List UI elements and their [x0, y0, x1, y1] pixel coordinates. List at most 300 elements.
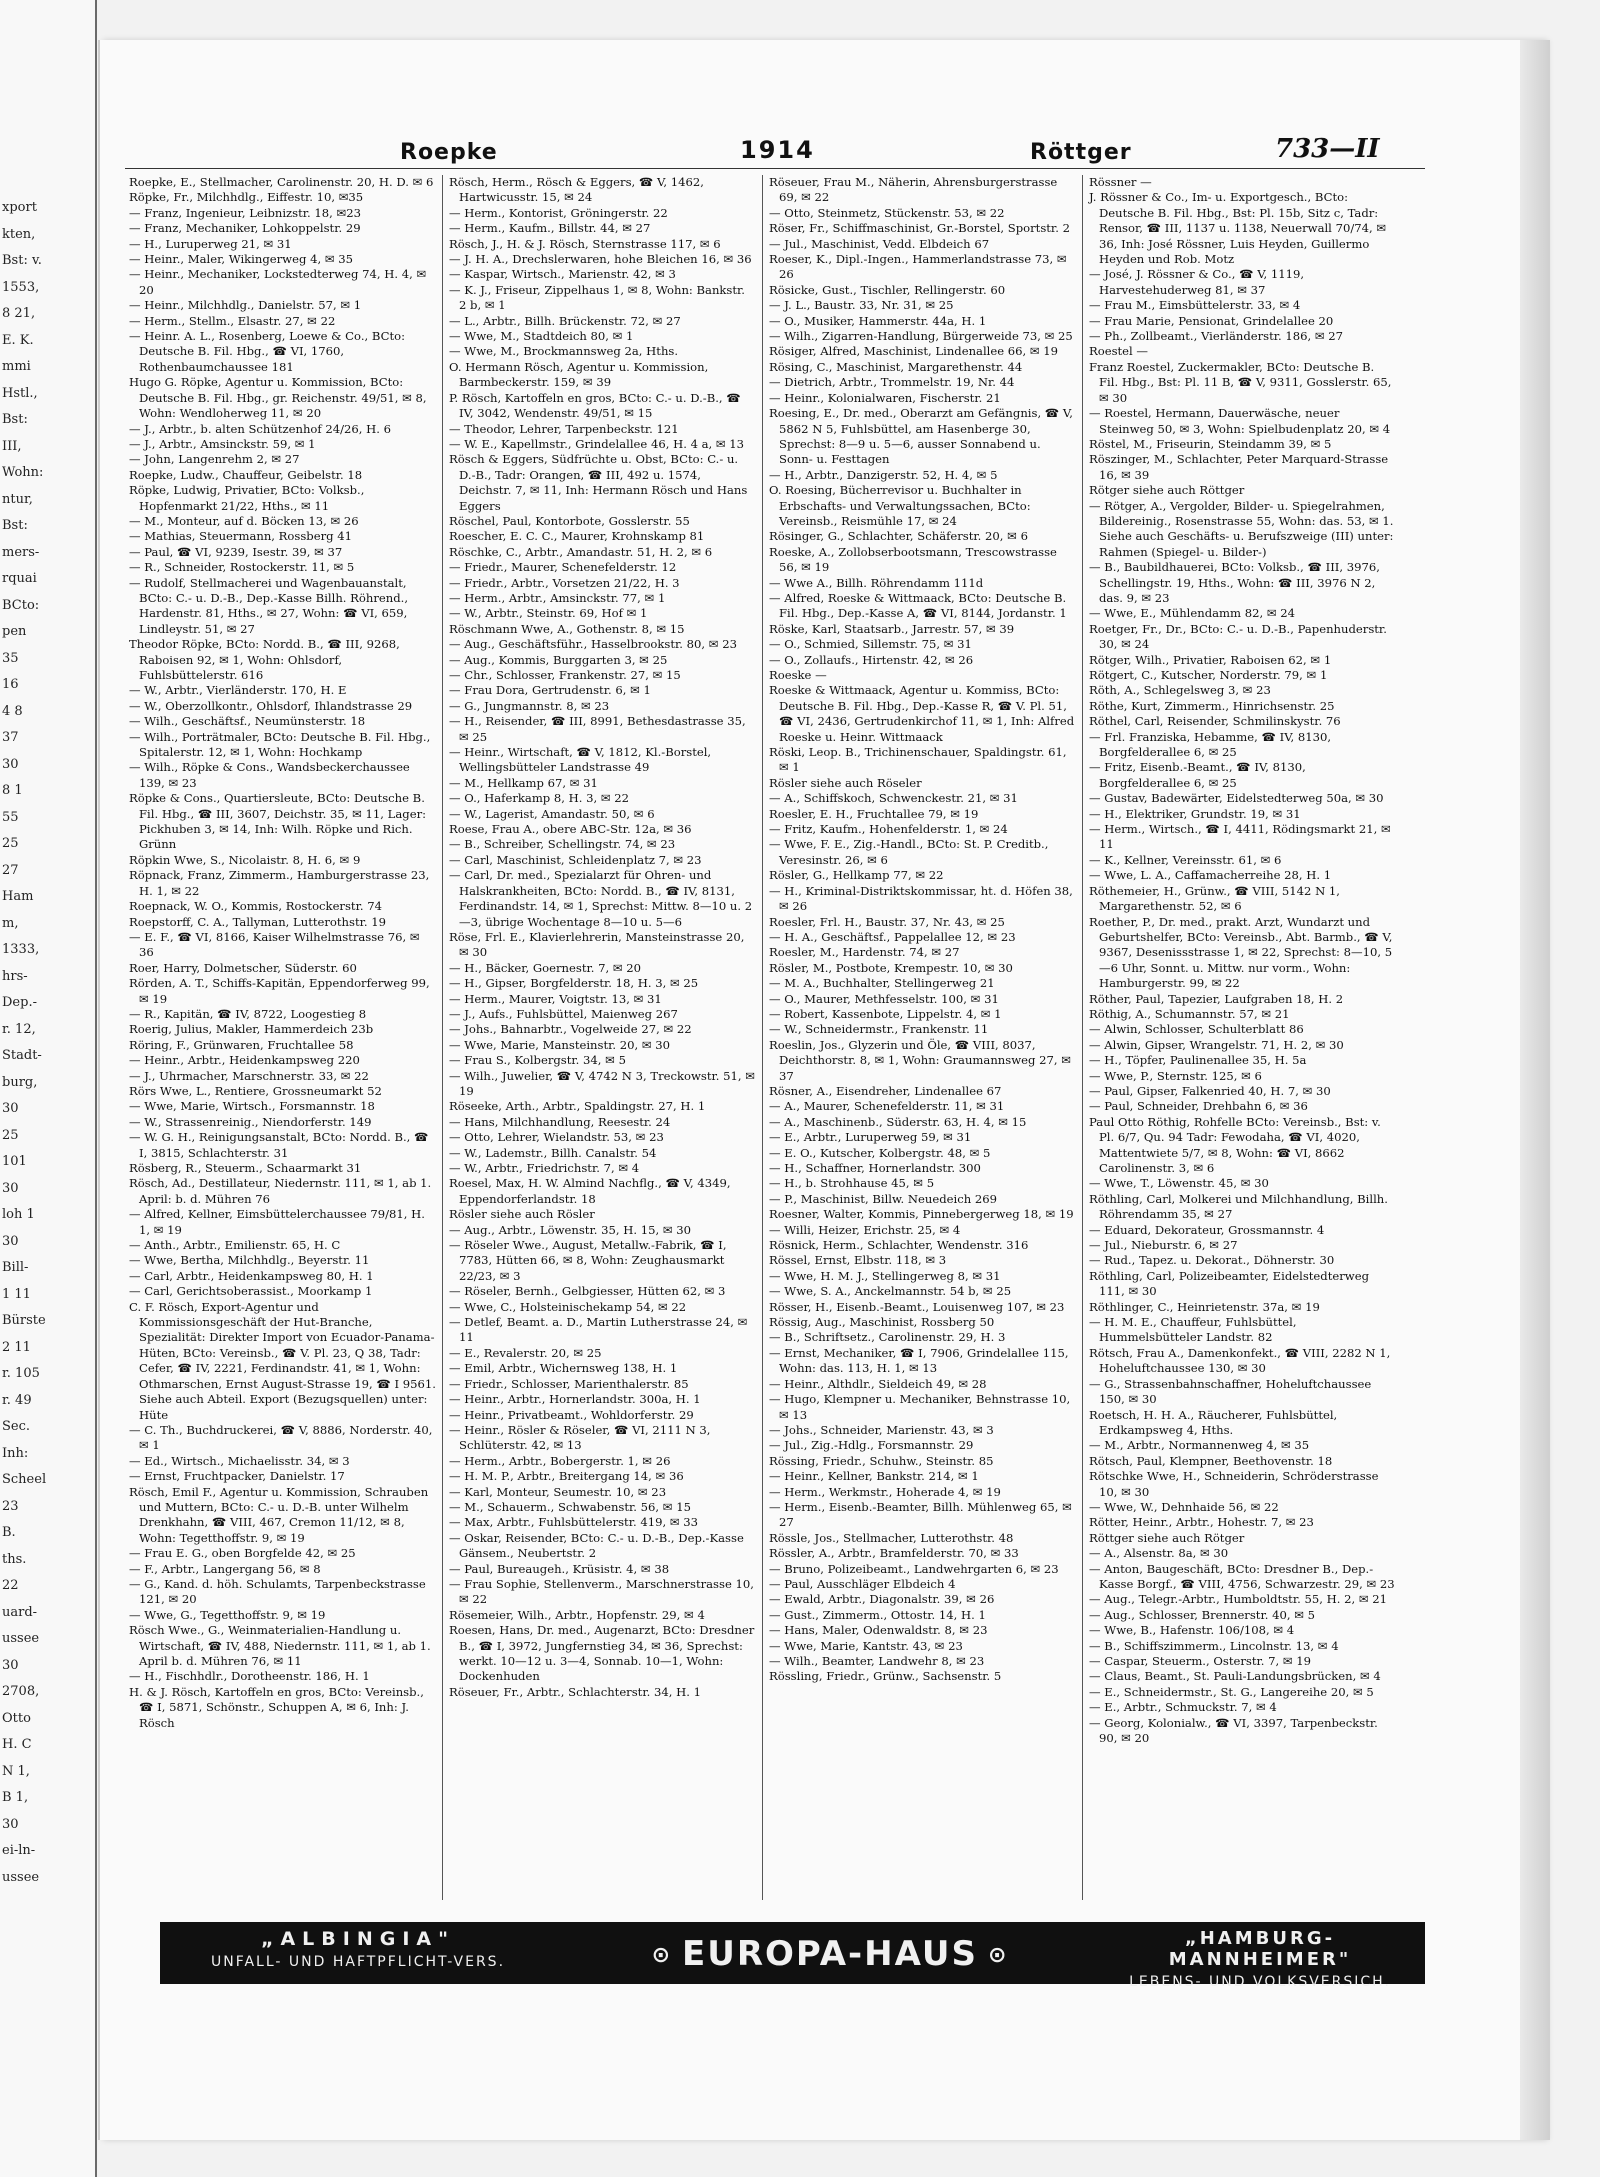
margin-fragment: Bst: — [2, 518, 28, 533]
directory-entry: — H. A., Geschäftsf., Pappelallee 12, ✉ 23 — [769, 929, 1016, 944]
directory-entry: — Gustav, Badewärter, Eidelstedterweg 50a, ✉ 30 — [1089, 791, 1384, 806]
directory-entry: Rötsch, Frau A., Damenkonfekt., ☎ VIII, 2282 N 1, Hoheluftchaussee 130, ✉ 30 — [1089, 1345, 1391, 1376]
directory-entry: Röthel, Carl, Reisender, Schmilinskystr. 76 — [1089, 714, 1341, 729]
directory-entry: — Heinr., Arbtr., Hornerlandstr. 300a, H. 1 — [449, 1392, 701, 1407]
directory-entry: Roesler, E. H., Fruchtallee 79, ✉ 19 — [769, 806, 979, 821]
margin-fragment: Bill- — [2, 1260, 29, 1275]
page-number: 733—II — [1275, 134, 1380, 164]
directory-entry: — M., Arbtr., Normannenweg 4, ✉ 35 — [1089, 1438, 1310, 1453]
directory-entry: — Dietrich, Arbtr., Trommelstr. 19, Nr. 44 — [769, 375, 1015, 390]
directory-entry: — Ph., Zollbeamt., Vierländerstr. 186, ✉ 27 — [1089, 329, 1344, 344]
directory-entry: Röpke, Ludwig, Privatier, BCto: Volksb., Hopfenmarkt 21/22, Hths., ✉ 11 — [129, 483, 365, 513]
directory-entry: Rösemeier, Wilh., Arbtr., Hopfenstr. 29, ✉ 4 — [449, 1607, 705, 1622]
margin-fragment: r. 12, — [2, 1021, 36, 1037]
directory-entry: Roese, Frau A., obere ABC-Str. 12a, ✉ 36 — [449, 822, 692, 837]
directory-entry: — Herm., Stellm., Elsastr. 27, ✉ 22 — [129, 313, 336, 328]
directory-entry: — R., Schneider, Rostockerstr. 11, ✉ 5 — [129, 560, 355, 575]
directory-entry: — W., Arbtr., Friedrichstr. 7, ✉ 4 — [449, 1161, 640, 1175]
directory-entry: — Fritz, Eisenb.-Beamt., ☎ IV, 8130, Borgfelderallee 6, ✉ 25 — [1089, 760, 1306, 790]
directory-entry: Roetsch, H. H. A., Räucherer, Fuhlsbüttel, Erdkampsweg 4, Hths. — [1089, 1407, 1338, 1437]
directory-entry: Roepstorff, C. A., Tallyman, Lutterothstr. 19 — [129, 914, 387, 929]
column-1 — [123, 175, 443, 1900]
margin-fragment: Sec. — [2, 1419, 31, 1434]
directory-entry: Röschke, C., Arbtr., Amandastr. 51, H. 2, ✉ 6 — [449, 544, 713, 559]
directory-entry: Rössling, Friedr., Grünw., Sachsenstr. 5 — [769, 1669, 1002, 1684]
header-left-word: Roepke — [400, 140, 498, 165]
margin-fragment: 30 — [2, 1816, 19, 1832]
directory-entry: — E., Arbtr., Luruperweg 59, ✉ 31 — [769, 1130, 972, 1145]
directory-entry: — Wilh., Geschäftsf., Neumünsterstr. 18 — [129, 714, 366, 729]
directory-entry: Rösler siehe auch Röseler — [769, 775, 922, 790]
directory-entry: Roerig, Julius, Makler, Hammerdeich 23b — [129, 1022, 374, 1037]
directory-entry: Rösler siehe auch Rösler — [449, 1207, 595, 1222]
directory-entry: — Rudolf, Stellmacherei und Wagenbauanstalt, BCto: C.- u. D.-B., Dep.-Kasse Billh. Röhrend., Hardenstr. 81, Hths., ✉ 27, Wohn: ☎ VI, 659, Lindleystr. 51, ✉ 27 — [129, 575, 408, 636]
directory-entry: Röski, Leop. B., Trichinenschauer, Spaldingstr. 61, ✉ 1 — [769, 745, 1067, 775]
directory-entry: P. Rösch, Kartoffeln en gros, BCto: C.- u. D.-B., ☎ IV, 3042, Wendenstr. 49/51, ✉ 15 — [449, 390, 741, 421]
directory-entry: Röpke, Fr., Milchhdlg., Eiffestr. 10, ✉35 — [129, 190, 364, 205]
margin-fragment: 101 — [2, 1154, 27, 1169]
directory-entry: — Herm., Wirtsch., ☎ I, 4411, Rödingsmarkt 21, ✉ 11 — [1089, 822, 1391, 852]
directory-entry: — Wwe, S. A., Anckelmannstr. 54 b, ✉ 25 — [769, 1284, 1012, 1299]
europa-haus-ad — [580, 1934, 1080, 1974]
directory-entry: Roeslin, Jos., Glyzerin und Öle, ☎ VIII, 8037, Deichthorstr. 8, ✉ 1, Wohn: Graumannsweg 27, ✉ 37 — [769, 1037, 1071, 1083]
directory-entry: — E., Arbtr., Schmuckstr. 7, ✉ 4 — [1089, 1700, 1277, 1715]
margin-fragment: Scheel — [2, 1472, 47, 1487]
page-header — [150, 128, 1545, 168]
header-year: 1914 — [740, 136, 815, 164]
directory-entry: — Ewald, Arbtr., Diagonalstr. 39, ✉ 26 — [769, 1592, 995, 1607]
directory-entry: — E., Schneidermstr., St. G., Langereihe 20, ✉ 5 — [1089, 1684, 1374, 1699]
directory-entry: — Robert, Kassenbote, Lippelstr. 4, ✉ 1 — [769, 1006, 1002, 1021]
directory-entry: — E., Revalerstr. 20, ✉ 25 — [449, 1345, 602, 1360]
directory-entry: — Herm., Eisenb.-Beamter, Billh. Mühlenweg 65, ✉ 27 — [769, 1499, 1072, 1530]
directory-entry: Roepnack, W. O., Kommis, Rostockerstr. 74 — [129, 899, 382, 914]
directory-entry: Roeske — — [769, 668, 827, 682]
albingia-subtitle: UNFALL- UND HAFTPFLICHT-VERS. — [210, 1954, 506, 1970]
directory-entry: Rösch Wwe., G., Weinmaterialien-Handlung u. Wirtschaft, ☎ IV, 488, Niedernstr. 111, ✉ 1, ab 1. April b. d. Mühren 76, ✉ 11 — [129, 1623, 431, 1668]
directory-entry: — Heinr., Mechaniker, Lockstedterweg 74, H. 4, ✉ 20 — [129, 267, 427, 297]
directory-entry: — G., Kand. d. höh. Schulamts, Tarpenbeckstrasse 121, ✉ 20 — [129, 1576, 426, 1607]
directory-entry: — W., Arbtr., Steinstr. 69, Hof ✉ 1 — [449, 606, 648, 621]
margin-fragment: 30 — [2, 1180, 19, 1196]
directory-entry: Roeske, A., Zollobserbootsmann, Trescowstrasse 56, ✉ 19 — [769, 544, 1057, 575]
directory-entry: — Wwe, Bertha, Milchhdlg., Beyerstr. 11 — [129, 1253, 370, 1268]
margin-fragment: Dep.- — [2, 995, 37, 1010]
directory-entry: Rösch, Ad., Destillateur, Niedernstr. 111, ✉ 1, ab 1. April: b. d. Mühren 76 — [129, 1176, 432, 1206]
directory-entry: — Wwe, L. A., Caffamacherreihe 28, H. 1 — [1089, 868, 1332, 883]
directory-entry: Franz Roestel, Zuckermakler, BCto: Deutsche B. Fil. Hbg., Bst: Pl. 11 B, ☎ V, 9311, Gosslerstr. 65, ✉ 30 — [1089, 359, 1392, 405]
directory-entry: — Carl, Dr. med., Spezialarzt für Ohren- und Halskrankheiten, BCto: Nordd. B., ☎ IV, 8131, Ferdinandstr. 14, ✉ 1, Sprechst: Mittw. 8—10 u. 2—3, übrige Wochentage 8—10 u. 5—6 — [449, 868, 753, 929]
directory-entry: — John, Langenrehm 2, ✉ 27 — [129, 452, 300, 467]
directory-entry: Rösser, H., Eisenb.-Beamt., Louisenweg 107, ✉ 23 — [769, 1299, 1065, 1314]
directory-entry: — H., Töpfer, Paulinenallee 35, H. 5a — [1089, 1053, 1307, 1068]
margin-fragment: Bst: v. — [2, 253, 42, 268]
margin-fragment: ussee — [2, 1869, 40, 1885]
directory-entry: — Aug., Kommis, Burggarten 3, ✉ 25 — [449, 652, 668, 667]
directory-entry: — Max, Arbtr., Fuhlsbüttelerstr. 419, ✉ 33 — [449, 1515, 699, 1530]
directory-entry: — Wwe, C., Holsteinischekamp 54, ✉ 22 — [449, 1299, 687, 1314]
margin-fragment: 1 11 — [2, 1286, 31, 1302]
directory-entry: Röthling, Carl, Polizeibeamter, Eidelstedterweg 111, ✉ 30 — [1089, 1268, 1369, 1299]
directory-entry: Rössel, Ernst, Elbstr. 118, ✉ 3 — [769, 1253, 947, 1268]
hamburg-mannheimer-ad — [1100, 1928, 1420, 1990]
margin-fragment: 2 11 — [2, 1339, 31, 1355]
directory-entry: — Rötger, A., Vergolder, Bilder- u. Spiegelrahmen, Bildereinig., Rosenstrasse 55, Wohn: das. 53, ✉ 1. Siehe auch Geschäfts- u. Berufszweige (III) unter: Rahmen (Spiegel- u. Bilder-) — [1089, 498, 1394, 559]
directory-entry: — Hugo, Klempner u. Mechaniker, Behnstrasse 10, ✉ 13 — [769, 1392, 1071, 1422]
directory-entry: — O., Maurer, Methfesselstr. 100, ✉ 31 — [769, 991, 999, 1006]
directory-entry: Rötschke Wwe, H., Schneiderin, Schröderstrasse 10, ✉ 30 — [1089, 1469, 1379, 1499]
directory-entry: Röseuer, Fr., Arbtr., Schlachterstr. 34, H. 1 — [449, 1684, 701, 1699]
directory-columns — [123, 175, 1420, 1900]
directory-entry: — O., Haferkamp 8, H. 3, ✉ 22 — [449, 791, 630, 806]
directory-entry: — Johs., Bahnarbtr., Vogelweide 27, ✉ 22 — [449, 1022, 692, 1037]
margin-fragment: ntur, — [2, 491, 33, 507]
directory-entry: — E. F., ☎ VI, 8166, Kaiser Wilhelmstrasse 76, ✉ 36 — [129, 929, 420, 960]
directory-entry: Röseuer, Frau M., Näherin, Ahrensburgerstrasse 69, ✉ 22 — [769, 175, 1058, 205]
directory-entry: Rössner — — [1089, 175, 1152, 189]
directory-entry: — Mathias, Steuermann, Rossberg 41 — [129, 529, 352, 544]
directory-entry: — Wwe, P., Sternstr. 125, ✉ 6 — [1089, 1068, 1262, 1083]
margin-fragment: ei-ln- — [2, 1843, 36, 1858]
directory-entry: Roeser, K., Dipl.-Ingen., Hammerlandstrasse 73, ✉ 26 — [769, 252, 1067, 282]
directory-entry: Rösch, J., H. & J. Rösch, Sternstrasse 117, ✉ 6 — [449, 236, 721, 251]
margin-fragment: BCto: — [2, 597, 40, 613]
margin-fragment: 8 21, — [2, 306, 36, 321]
directory-entry: Röthlinger, C., Heinrietenstr. 37a, ✉ 19 — [1089, 1299, 1320, 1314]
directory-entry: Rösnick, Herm., Schlachter, Wendenstr. 316 — [769, 1238, 1029, 1253]
directory-entry: — H., Schaffner, Hornerlandstr. 300 — [769, 1161, 981, 1175]
directory-entry: Röstel, M., Friseurin, Steindamm 39, ✉ 5 — [1089, 436, 1332, 451]
directory-entry: — Röseler Wwe., August, Metallw.-Fabrik, ☎ I, 7783, Hütten 66, ✉ 8, Wohn: Zeughausmarkt 22/23, ✉ 3 — [449, 1238, 727, 1283]
directory-entry: — Heinr., Milchhdlg., Danielstr. 57, ✉ 1 — [129, 298, 362, 313]
directory-entry: Rörden, A. T., Schiffs-Kapitän, Eppendorferweg 99, ✉ 19 — [129, 976, 430, 1006]
directory-entry: Hugo G. Röpke, Agentur u. Kommission, BCto: Deutsche B. Fil. Hbg., gr. Reichenstr. 49/51, ✉ 8, Wohn: Wendloherweg 11, ✉ 20 — [129, 375, 427, 421]
margin-fragment: m, — [2, 915, 19, 931]
margin-fragment: loh 1 — [2, 1207, 35, 1222]
directory-entry: — Röseler, Bernh., Gelbgiesser, Hütten 62, ✉ 3 — [449, 1284, 726, 1299]
directory-entry: — W., Schneidermstr., Frankenstr. 11 — [769, 1022, 989, 1037]
directory-entry: Rössler, A., Arbtr., Bramfelderstr. 70, ✉ 33 — [769, 1546, 1019, 1561]
directory-entry: — Carl, Arbtr., Heidenkampsweg 80, H. 1 — [129, 1268, 374, 1283]
margin-fragment: 25 — [2, 836, 19, 851]
column-2 — [443, 175, 763, 1900]
directory-entry: — Herm., Werkmstr., Hoherade 4, ✉ 19 — [769, 1484, 1001, 1499]
margin-fragment: 30 — [2, 1101, 19, 1116]
directory-entry: — B., Schiffszimmerm., Lincolnstr. 13, ✉ 4 — [1089, 1638, 1339, 1653]
margin-fragment: N 1, — [2, 1763, 30, 1779]
directory-entry: — H., b. Strohhause 45, ✉ 5 — [769, 1176, 935, 1191]
directory-entry: — Herm., Arbtr., Bobergerstr. 1, ✉ 26 — [449, 1453, 671, 1468]
directory-entry: — Chr., Schlosser, Frankenstr. 27, ✉ 15 — [449, 668, 681, 682]
margin-fragment: III, — [2, 438, 22, 454]
margin-fragment: Bürste — [2, 1313, 46, 1328]
directory-entry: Roether, P., Dr. med., prakt. Arzt, Wundarzt und Geburtshelfer, BCto: Vereinsb., Abt. Barmb., ☎ V, 9367, Desenissstrasse 1, ✉ 22, Sprechst: 8—10, 5—6 Uhr, Sonnt. u. Mittw. nur vorm., Wohn: Hamburgerstr. 99, ✉ 22 — [1089, 914, 1393, 991]
directory-entry: Röthe, Kurt, Zimmerm., Hinrichsenstr. 25 — [1089, 698, 1335, 713]
directory-entry: — Herm., Kaufm., Billstr. 44, ✉ 27 — [449, 221, 651, 236]
directory-entry: — W., Strassenreinig., Niendorferstr. 149 — [129, 1114, 372, 1129]
directory-entry: — Carl, Maschinist, Schleidenplatz 7, ✉ 23 — [449, 852, 702, 867]
directory-entry: — Gust., Zimmerm., Ottostr. 14, H. 1 — [769, 1607, 986, 1622]
directory-entry: — Heinr., Privatbeamt., Wohldorferstr. 29 — [449, 1407, 694, 1422]
margin-fragment: hrs- — [2, 968, 28, 984]
directory-entry: Roesel, Max, H. W. Almind Nachflg., ☎ V, 4349, Eppendorferlandstr. 18 — [449, 1176, 731, 1206]
directory-entry: — Alwin, Gipser, Wrangelstr. 71, H. 2, ✉ 30 — [1089, 1037, 1344, 1052]
directory-entry: — B., Schreiber, Schellingstr. 74, ✉ 23 — [449, 837, 676, 852]
margin-fragment: pen — [2, 624, 27, 639]
directory-entry: — Frau S., Kolbergstr. 34, ✉ 5 — [449, 1053, 626, 1068]
albingia-title: „ALBINGIA" — [260, 1928, 456, 1950]
directory-entry: — Heinr. A. L., Rosenberg, Loewe & Co., BCto: Deutsche B. Fil. Hbg., ☎ VI, 1760, Rothenbaumchaussee 181 — [129, 329, 406, 374]
directory-entry: Roepke, Ludw., Chauffeur, Geibelstr. 18 — [129, 467, 363, 482]
margin-fragment: 27 — [2, 862, 19, 878]
directory-entry: — A., Alsenstr. 8a, ✉ 30 — [1089, 1546, 1229, 1561]
directory-entry: — W., Lademstr., Billh. Canalstr. 54 — [449, 1145, 657, 1160]
facing-page-fragment — [0, 0, 97, 2177]
margin-fragment: uard- — [2, 1604, 38, 1620]
margin-fragment: 37 — [2, 730, 19, 745]
page-gutter — [1520, 40, 1550, 2140]
directory-entry: — Heinr., Wirtschaft, ☎ V, 1812, Kl.-Borstel, Wellingsbütteler Landstrasse 49 — [449, 745, 712, 775]
margin-fragment: xport — [2, 200, 37, 215]
directory-entry: Rötger siehe auch Röttger — [1089, 483, 1245, 498]
margin-fragment: B. — [2, 1525, 16, 1540]
directory-entry: Röpke & Cons., Quartiersleute, BCto: Deutsche B. Fil. Hbg., ☎ III, 3607, Deichstr. 35, ✉ 11, Lager: Pickhuben 3, ✉ 14, Inh: Wilh. Röpke und Rich. Grünn — [129, 791, 427, 852]
directory-entry: — Fritz, Kaufm., Hohenfelderstr. 1, ✉ 24 — [769, 822, 1008, 837]
directory-entry: — Willi, Heizer, Erichstr. 25, ✉ 4 — [769, 1222, 961, 1237]
margin-fragment: r. 49 — [2, 1392, 32, 1408]
directory-entry: Roesner, Walter, Kommis, Pinnebergerweg 18, ✉ 19 — [769, 1207, 1074, 1222]
directory-entry: — Frl. Franziska, Hebamme, ☎ IV, 8130, Borgfelderallee 6, ✉ 25 — [1089, 729, 1332, 760]
directory-entry: Rössle, Jos., Stellmacher, Lutterothstr. 48 — [769, 1530, 1014, 1545]
directory-entry: — Aug., Telegr.-Arbtr., Humboldtstr. 55, H. 2, ✉ 21 — [1089, 1592, 1387, 1607]
directory-entry: — O., Musiker, Hammerstr. 44a, H. 1 — [769, 313, 987, 328]
directory-entry: — Oskar, Reisender, BCto: C.- u. D.-B., Dep.-Kasse Gänsem., Neubertstr. 2 — [449, 1530, 744, 1561]
directory-entry: — Wilh., Juwelier, ☎ V, 4742 N 3, Treckowstr. 51, ✉ 19 — [449, 1068, 755, 1098]
directory-entry: — Franz, Mechaniker, Lohkoppelstr. 29 — [129, 221, 361, 236]
directory-entry: — E. O., Kutscher, Kolbergstr. 48, ✉ 5 — [769, 1145, 991, 1160]
directory-entry: Roescher, E. C. C., Maurer, Krohnskamp 81 — [449, 529, 705, 544]
directory-entry: — Detlef, Beamt. a. D., Martin Lutherstrasse 24, ✉ 11 — [449, 1315, 748, 1345]
directory-entry: — Wwe A., Billh. Röhrendamm 111d — [769, 575, 984, 590]
directory-entry: — F., Arbtr., Langergang 56, ✉ 8 — [129, 1561, 321, 1576]
directory-entry: — Herm., Arbtr., Amsinckstr. 77, ✉ 1 — [449, 590, 666, 605]
directory-entry: — Aug., Arbtr., Löwenstr. 35, H. 15, ✉ 30 — [449, 1222, 691, 1237]
margin-fragment: Bst: — [2, 412, 28, 427]
directory-entry: — H., Kriminal-Distriktskommissar, ht. d. Höfen 38, ✉ 26 — [769, 883, 1073, 914]
directory-entry: — M., Schauerm., Schwabenstr. 56, ✉ 15 — [449, 1499, 691, 1514]
directory-entry: Röszinger, M., Schlachter, Peter Marquard-Strasse 16, ✉ 39 — [1089, 452, 1389, 482]
directory-entry: — Wwe, B., Hafenstr. 106/108, ✉ 4 — [1089, 1623, 1295, 1638]
directory-entry: — Caspar, Steuerm., Osterstr. 7, ✉ 19 — [1089, 1654, 1312, 1668]
directory-entry: — Wwe, W., Dehnhaide 56, ✉ 22 — [1089, 1499, 1279, 1514]
directory-entry: — W., Oberzollkontr., Ohlsdorf, Ihlandstrasse 29 — [129, 698, 413, 713]
directory-entry: — O., Schmied, Sillemstr. 75, ✉ 31 — [769, 637, 972, 652]
directory-entry: — Hans, Maler, Odenwaldstr. 8, ✉ 23 — [769, 1623, 988, 1638]
directory-entry: — Roestel, Hermann, Dauerwäsche, neuer Steinweg 50, ✉ 3, Wohn: Spielbudenplatz 20, ✉ 4 — [1089, 406, 1391, 436]
directory-entry: — A., Maschinenb., Süderstr. 63, H. 4, ✉ 15 — [769, 1114, 1027, 1129]
directory-entry: Rösler, G., Hellkamp 77, ✉ 22 — [769, 868, 944, 883]
margin-fragment: r. 105 — [2, 1366, 40, 1381]
directory-entry: — Claus, Beamt., St. Pauli-Landungsbrücken, ✉ 4 — [1089, 1669, 1381, 1684]
directory-entry: — Wilh., Zigarren-Handlung, Bürgerweide 73, ✉ 25 — [769, 329, 1073, 344]
directory-entry: — Frau M., Eimsbüttelerstr. 33, ✉ 4 — [1089, 298, 1301, 313]
directory-entry: Roesler, M., Hardenstr. 74, ✉ 27 — [769, 945, 960, 960]
margin-fragment: 23 — [2, 1498, 19, 1514]
directory-entry: Roeske & Wittmaack, Agentur u. Kommiss, BCto: Deutsche B. Fil. Hbg., Dep.-Kasse R, ☎ V. Pl. 51, ☎ VI, 2436, Gertrudenkirchof 11, ✉ 1, Inh: Alfred Roeske u. Heinr. Wittmaack — [769, 683, 1075, 744]
directory-entry: Rösch & Eggers, Südfrüchte u. Obst, BCto: C.- u. D.-B., Tadr: Orangen, ☎ III, 492 u. 1574, Deichstr. 7, ✉ 11, Inh: Hermann Rösch und Hans Eggers — [449, 452, 748, 513]
directory-entry: — H., Reisender, ☎ III, 8991, Bethesdastrasse 35, ✉ 25 — [449, 714, 746, 744]
directory-entry: Rösler, M., Postbote, Krempestr. 10, ✉ 30 — [769, 960, 1013, 975]
hamburg-mannheimer-subtitle: LEBENS- UND VOLKSVERSICH. — [1129, 1974, 1391, 1990]
margin-fragment: burg, — [2, 1074, 38, 1090]
directory-entry: — Wwe, G., Tegetthoffstr. 9, ✉ 19 — [129, 1607, 326, 1622]
margin-fragment: E. K. — [2, 332, 34, 348]
directory-entry: Roetger, Fr., Dr., BCto: C.- u. D.-B., Papenhuderstr. 30, ✉ 24 — [1089, 621, 1387, 652]
directory-entry: — H., Luruperweg 21, ✉ 31 — [129, 236, 292, 251]
directory-entry: Roesen, Hans, Dr. med., Augenarzt, BCto: Dresdner B., ☎ I, 3972, Jungfernstieg 34, ✉ 36, Sprechst: werkt. 10—12 u. 3—4, Sonnab. 10—1, Wohn: Dockenhuden — [449, 1623, 755, 1684]
directory-entry: — Friedr., Schlosser, Marienthalerstr. 85 — [449, 1376, 689, 1391]
margin-fragment: 8 1 — [2, 783, 23, 798]
directory-entry: Röthling, Carl, Molkerei und Milchhandlung, Billh. Röhrendamm 35, ✉ 27 — [1089, 1191, 1388, 1222]
directory-entry: — Heinr., Rösler & Röseler, ☎ VI, 2111 N 3, Schlüterstr. 42, ✉ 13 — [449, 1422, 711, 1453]
directory-entry: — Rud., Tapez. u. Dekorat., Döhnerstr. 30 — [1089, 1253, 1335, 1268]
directory-entry: Röthig, A., Schumannstr. 57, ✉ 21 — [1089, 1006, 1290, 1021]
advertising-banner — [160, 1922, 1425, 1990]
directory-entry: Rössing, Friedr., Schuhw., Steinstr. 85 — [769, 1453, 994, 1468]
directory-entry: Rötgert, C., Kutscher, Norderstr. 79, ✉ 1 — [1089, 668, 1328, 682]
directory-entry: — W. G. H., Reinigungsanstalt, BCto: Nordd. B., ☎ I, 3815, Schlachterstr. 31 — [129, 1130, 429, 1160]
directory-entry: — W. E., Kapellmstr., Grindelallee 46, H. 4 a, ✉ 13 — [449, 436, 745, 451]
directory-entry: — Ed., Wirtsch., Michaelisstr. 34, ✉ 3 — [129, 1453, 350, 1468]
directory-entry: — Wilh., Porträtmaler, BCto: Deutsche B. Fil. Hbg., Spitalerstr. 12, ✉ 1, Wohn: Hochkamp — [129, 729, 431, 760]
directory-entry: Röpnack, Franz, Zimmerm., Hamburgerstrasse 23, H. 1, ✉ 22 — [129, 868, 430, 898]
directory-entry: — Kaspar, Wirtsch., Marienstr. 42, ✉ 3 — [449, 267, 676, 282]
directory-entry: — Jul., Maschinist, Vedd. Elbdeich 67 — [769, 236, 990, 251]
directory-entry: Röpkin Wwe, S., Nicolaistr. 8, H. 6, ✉ 9 — [129, 852, 361, 867]
margin-fragment: 30 — [2, 1657, 19, 1673]
directory-entry: — P., Maschinist, Billw. Neuedeich 269 — [769, 1191, 998, 1206]
directory-entry: — Alfred, Kellner, Eimsbüttelerchaussee 79/81, H. 1, ✉ 19 — [129, 1207, 425, 1237]
directory-entry: — Eduard, Dekorateur, Grossmannstr. 4 — [1089, 1222, 1325, 1237]
directory-entry: — Frau Sophie, Stellenverm., Marschnerstrasse 10, ✉ 22 — [449, 1576, 754, 1607]
directory-entry: H. & J. Rösch, Kartoffeln en gros, BCto: Vereinsb., ☎ I, 5871, Schönstr., Schuppen A, ✉ 6, Inh: J. Rösch — [129, 1684, 424, 1730]
directory-entry: — Wwe, M., Stadtdeich 80, ✉ 1 — [449, 329, 634, 344]
margin-fragment: 22 — [2, 1578, 19, 1593]
directory-entry: O. Roesing, Bücherrevisor u. Buchhalter in Erbschafts- und Verwaltungssachen, BCto: Vereinsb., Reismühle 17, ✉ 24 — [769, 483, 1031, 528]
directory-entry: Rösner, A., Eisendreher, Lindenallee 67 — [769, 1083, 1002, 1098]
directory-entry: — Wwe, F. E., Zig.-Handl., BCto: St. P. Creditb., Veresinstr. 26, ✉ 6 — [769, 837, 1049, 867]
directory-entry: — R., Kapitän, ☎ IV, 8722, Loogestieg 8 — [129, 1006, 367, 1021]
directory-entry: — J., Uhrmacher, Marschnerstr. 33, ✉ 22 — [129, 1068, 369, 1083]
margin-fragment: 55 — [2, 809, 19, 825]
directory-entry: — Ernst, Mechaniker, ☎ I, 7906, Grindelallee 115, Wohn: das. 113, H. 1, ✉ 13 — [769, 1345, 1069, 1376]
directory-entry: — Wwe, Marie, Mansteinstr. 20, ✉ 30 — [449, 1037, 671, 1052]
directory-entry: Röschmann Wwe, A., Gothenstr. 8, ✉ 15 — [449, 621, 685, 636]
directory-entry: Rötger, Wilh., Privatier, Raboisen 62, ✉ 1 — [1089, 652, 1332, 667]
directory-entry: Rösberg, R., Steuerm., Schaarmarkt 31 — [129, 1161, 362, 1175]
margin-fragment: Hstl., — [2, 385, 38, 401]
directory-entry: — Heinr., Kellner, Bankstr. 214, ✉ 1 — [769, 1469, 979, 1484]
directory-entry: — B., Baubildhauerei, BCto: Volksb., ☎ III, 3976, Schellingstr. 19, Hths., Wohn: ☎ III, 3976 N 2, das. 9, ✉ 23 — [1089, 560, 1380, 605]
margin-fragment: 4 8 — [2, 703, 23, 719]
margin-fragment: mers- — [2, 544, 40, 560]
directory-entry: — H., Bäcker, Goernestr. 7, ✉ 20 — [449, 960, 642, 975]
directory-entry: — A., Maurer, Schenefelderstr. 11, ✉ 31 — [769, 1099, 1005, 1114]
directory-entry: — Otto, Steinmetz, Stückenstr. 53, ✉ 22 — [769, 205, 1005, 220]
directory-entry: — Herm., Kontorist, Gröningerstr. 22 — [449, 205, 668, 220]
directory-entry: — Johs., Schneider, Marienstr. 43, ✉ 3 — [769, 1422, 994, 1437]
directory-entry: Paul Otto Röthig, Rohfelle BCto: Vereinsb., Bst: v. Pl. 6/7, Qu. 94 Tadr: Fewodaha, ☎ VI, 4020, Mattentwiete 5/7, ✉ 8, Wohn: ☎ VI, 8662 Carolinenstr. 3, ✉ 6 — [1089, 1114, 1381, 1175]
directory-entry: Rösinger, G., Schlachter, Schäferstr. 20, ✉ 6 — [769, 529, 1028, 544]
directory-entry: Rösch, Herm., Rösch & Eggers, ☎ V, 1462, Hartwicusstr. 15, ✉ 24 — [449, 175, 704, 205]
directory-entry: Rösch, Emil F., Agentur u. Kommission, Schrauben und Muttern, BCto: C.- u. D.-B. unter Wilhelm Drenkhahn, ☎ VIII, 467, Cremon 11/12, ✉ 8, Wohn: Tegetthoffstr. 9, ✉ 19 — [129, 1484, 429, 1545]
directory-entry: — Wilh., Röpke & Cons., Wandsbeckerchaussee 139, ✉ 23 — [129, 760, 410, 790]
directory-entry: Rötter, Heinr., Arbtr., Hohestr. 7, ✉ 23 — [1089, 1515, 1314, 1530]
directory-entry: C. F. Rösch, Export-Agentur und Kommissionsgeschäft der Hut-Branche, Spezialität: Direkter Import von Ecuador-Panama-Hüten, BCto: Vereinsb., ☎ V. Pl. 23, Q 38, Tadr: Cefer, ☎ IV, 2221, Ferdinandstr. 41, ✉ 1, Wohn: Othmarschen, Ernst August-Strasse 19, ☎ I 9561. Siehe auch Abteil. Export (Bezugsquellen) unter: Hüte — [129, 1299, 436, 1422]
directory-entry: — Wwe, M., Brockmannsweg 2a, Hths. — [449, 344, 679, 359]
directory-entry: — M. A., Buchhalter, Stellingerweg 21 — [769, 976, 995, 991]
directory-entry: — H. M. P., Arbtr., Breitergang 14, ✉ 36 — [449, 1469, 684, 1484]
directory-entry: — H. M. E., Chauffeur, Fuhlsbüttel, Hummelsbütteler Landstr. 82 — [1089, 1315, 1297, 1345]
margin-fragment: B 1, — [2, 1790, 29, 1805]
directory-entry: Roer, Harry, Dolmetscher, Süderstr. 60 — [129, 960, 357, 975]
directory-entry: — C. Th., Buchdruckerei, ☎ V, 8886, Norderstr. 40, ✉ 1 — [129, 1422, 433, 1453]
directory-entry: — Frau Dora, Gertrudenstr. 6, ✉ 1 — [449, 683, 651, 698]
directory-entry: — G., Strassenbahnschaffner, Hoheluftchaussee 150, ✉ 30 — [1089, 1376, 1372, 1407]
directory-entry: — Wwe, H. M. J., Stellingerweg 8, ✉ 31 — [769, 1268, 1001, 1283]
directory-entry: — M., Monteur, auf d. Böcken 13, ✉ 26 — [129, 513, 359, 528]
margin-fragment: H. C — [2, 1737, 32, 1752]
directory-entry: — Bruno, Polizeibeamt., Landwehrgarten 6, ✉ 23 — [769, 1561, 1059, 1576]
europa-haus-title: EUROPA-HAUS — [682, 1934, 978, 1974]
directory-entry: Röser, Fr., Schiffmaschinist, Gr.-Borstel, Sportstr. 2 — [769, 221, 1070, 236]
directory-entry: — Paul, Bureaugeh., Krüsistr. 4, ✉ 38 — [449, 1561, 670, 1576]
directory-entry: — W., Arbtr., Vierländerstr. 170, H. E — [129, 683, 347, 698]
directory-entry: — K. J., Friseur, Zippelhaus 1, ✉ 8, Wohn: Bankstr. 2 b, ✉ 1 — [449, 282, 745, 313]
margin-fragment: Stadt- — [2, 1048, 42, 1063]
margin-fragment: kten, — [2, 226, 36, 242]
directory-entry: — H., Fischhdlr., Dorotheenstr. 186, H. 1 — [129, 1669, 370, 1684]
hamburg-mannheimer-title: „HAMBURG-MANNHEIMER" — [1168, 1928, 1352, 1970]
directory-entry: Roesing, E., Dr. med., Oberarzt am Gefängnis, ☎ V, 5862 N 5, Fuhlsbüttel, am Hasenberge 30, Sprechst: 8—9 u. 5—6, ausser Sonnabend u. Sonn- u. Festtagen — [769, 406, 1073, 467]
directory-entry: Roestel — — [1089, 344, 1149, 359]
directory-entry: — Wilh., Beamter, Landwehr 8, ✉ 23 — [769, 1654, 985, 1668]
directory-entry: — K., Kellner, Vereinsstr. 61, ✉ 6 — [1089, 852, 1282, 867]
margin-fragment: 1553, — [2, 279, 40, 295]
directory-entry: Röschel, Paul, Kontorbote, Gosslerstr. 55 — [449, 513, 690, 528]
header-right-word: Röttger — [1030, 140, 1132, 165]
directory-entry: — Alfred, Roeske & Wittmaack, BCto: Deutsche B. Fil. Hbg., Dep.-Kasse A, ☎ VI, 8144, Jordanstr. 1 — [769, 590, 1067, 621]
directory-entry: — M., Hellkamp 67, ✉ 31 — [449, 775, 598, 790]
directory-entry: — Heinr., Althdlr., Sieldeich 49, ✉ 28 — [769, 1376, 987, 1391]
directory-entry: — J. H. A., Drechslerwaren, hohe Bleichen 16, ✉ 36 — [449, 252, 752, 267]
margin-fragment: Otto — [2, 1710, 31, 1726]
directory-entry: O. Hermann Rösch, Agentur u. Kommission, Barmbeckerstr. 159, ✉ 39 — [449, 359, 709, 390]
directory-entry: — J. L., Baustr. 33, Nr. 31, ✉ 25 — [769, 298, 954, 313]
directory-entry: — Jul., Nieburstr. 6, ✉ 27 — [1089, 1238, 1238, 1253]
directory-entry: — L., Arbtr., Billh. Brückenstr. 72, ✉ 27 — [449, 313, 681, 328]
directory-entry: — Ernst, Fruchtpacker, Danielstr. 17 — [129, 1469, 345, 1484]
directory-entry: — Wwe, E., Mühlendamm 82, ✉ 24 — [1089, 606, 1295, 621]
directory-entry: — H., Gipser, Borgfelderstr. 18, H. 3, ✉ 25 — [449, 976, 699, 991]
directory-entry: Rösicke, Gust., Tischler, Rellingerstr. 60 — [769, 282, 1006, 297]
albingia-ad — [178, 1928, 538, 1970]
margin-fragment: 30 — [2, 756, 19, 772]
directory-entry: — Carl, Gerichtsoberassist., Moorkamp 1 — [129, 1284, 373, 1299]
directory-entry: — J., Arbtr., b. alten Schützenhof 24/26, H. 6 — [129, 421, 392, 436]
margin-fragment: rquai — [2, 571, 37, 586]
margin-fragment: Wohn: — [2, 465, 44, 480]
